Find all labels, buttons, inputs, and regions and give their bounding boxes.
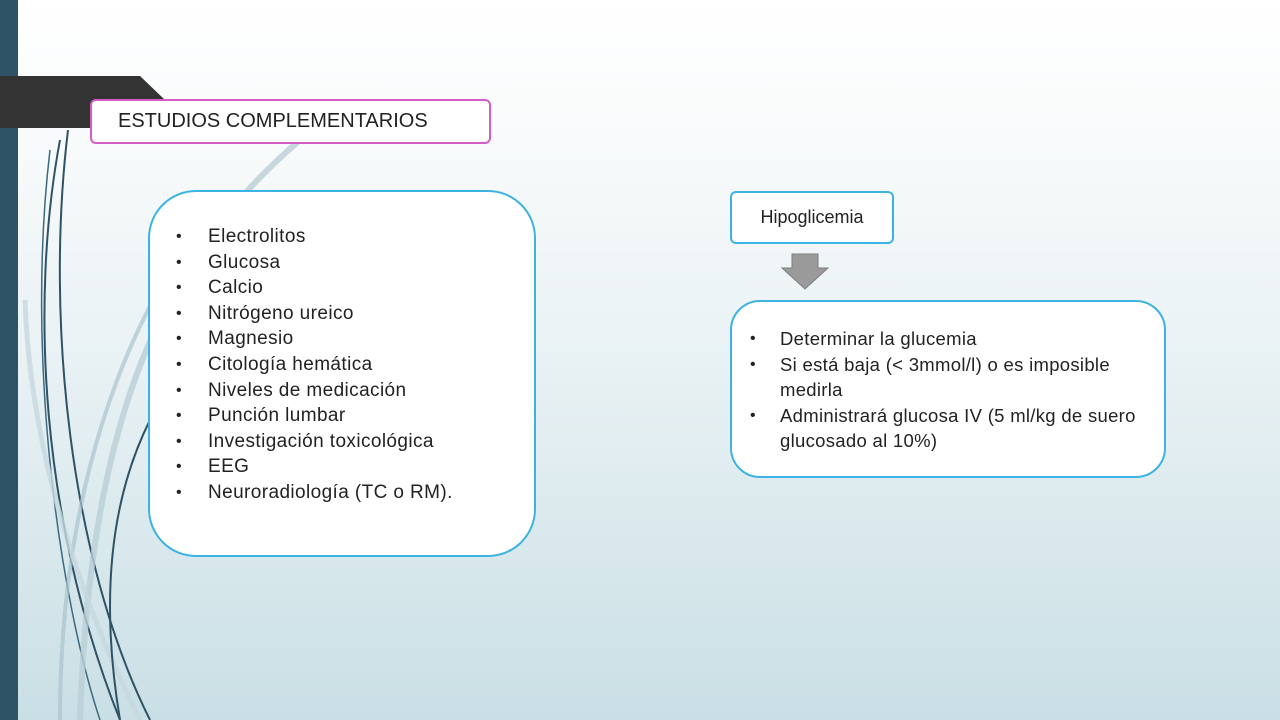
slide-title: ESTUDIOS COMPLEMENTARIOS <box>90 99 491 144</box>
down-arrow-icon <box>780 253 830 290</box>
hypoglycemia-step-item: • Si está baja (< 3mmol/l) o es imposible medirla <box>750 352 1146 403</box>
study-list-item: • Neuroradiología (TC o RM). <box>176 480 514 506</box>
hypoglycemia-steps-list <box>750 326 1146 454</box>
hypoglycemia-step-item: • Determinar la glucemia <box>750 326 1146 352</box>
hypoglycemia-steps-box <box>730 300 1166 478</box>
study-list-item: • Calcio <box>176 275 514 301</box>
study-list-item: • Glucosa <box>176 250 514 276</box>
studies-list <box>176 224 514 506</box>
study-list-item: • Investigación toxicológica <box>176 429 514 455</box>
hypoglycemia-label-box: Hipoglicemia <box>730 191 894 244</box>
study-list-item: • Punción lumbar <box>176 403 514 429</box>
study-list-item: • Electrolitos <box>176 224 514 250</box>
studies-list-box <box>148 190 536 557</box>
study-list-item: • Citología hemática <box>176 352 514 378</box>
study-list-item: • Nitrógeno ureico <box>176 301 514 327</box>
study-list-item: • Niveles de medicación <box>176 378 514 404</box>
hypoglycemia-step-item: • Administrará glucosa IV (5 ml/kg de suero glucosado al 10%) <box>750 403 1146 454</box>
study-list-item: • Magnesio <box>176 326 514 352</box>
study-list-item: • EEG <box>176 454 514 480</box>
